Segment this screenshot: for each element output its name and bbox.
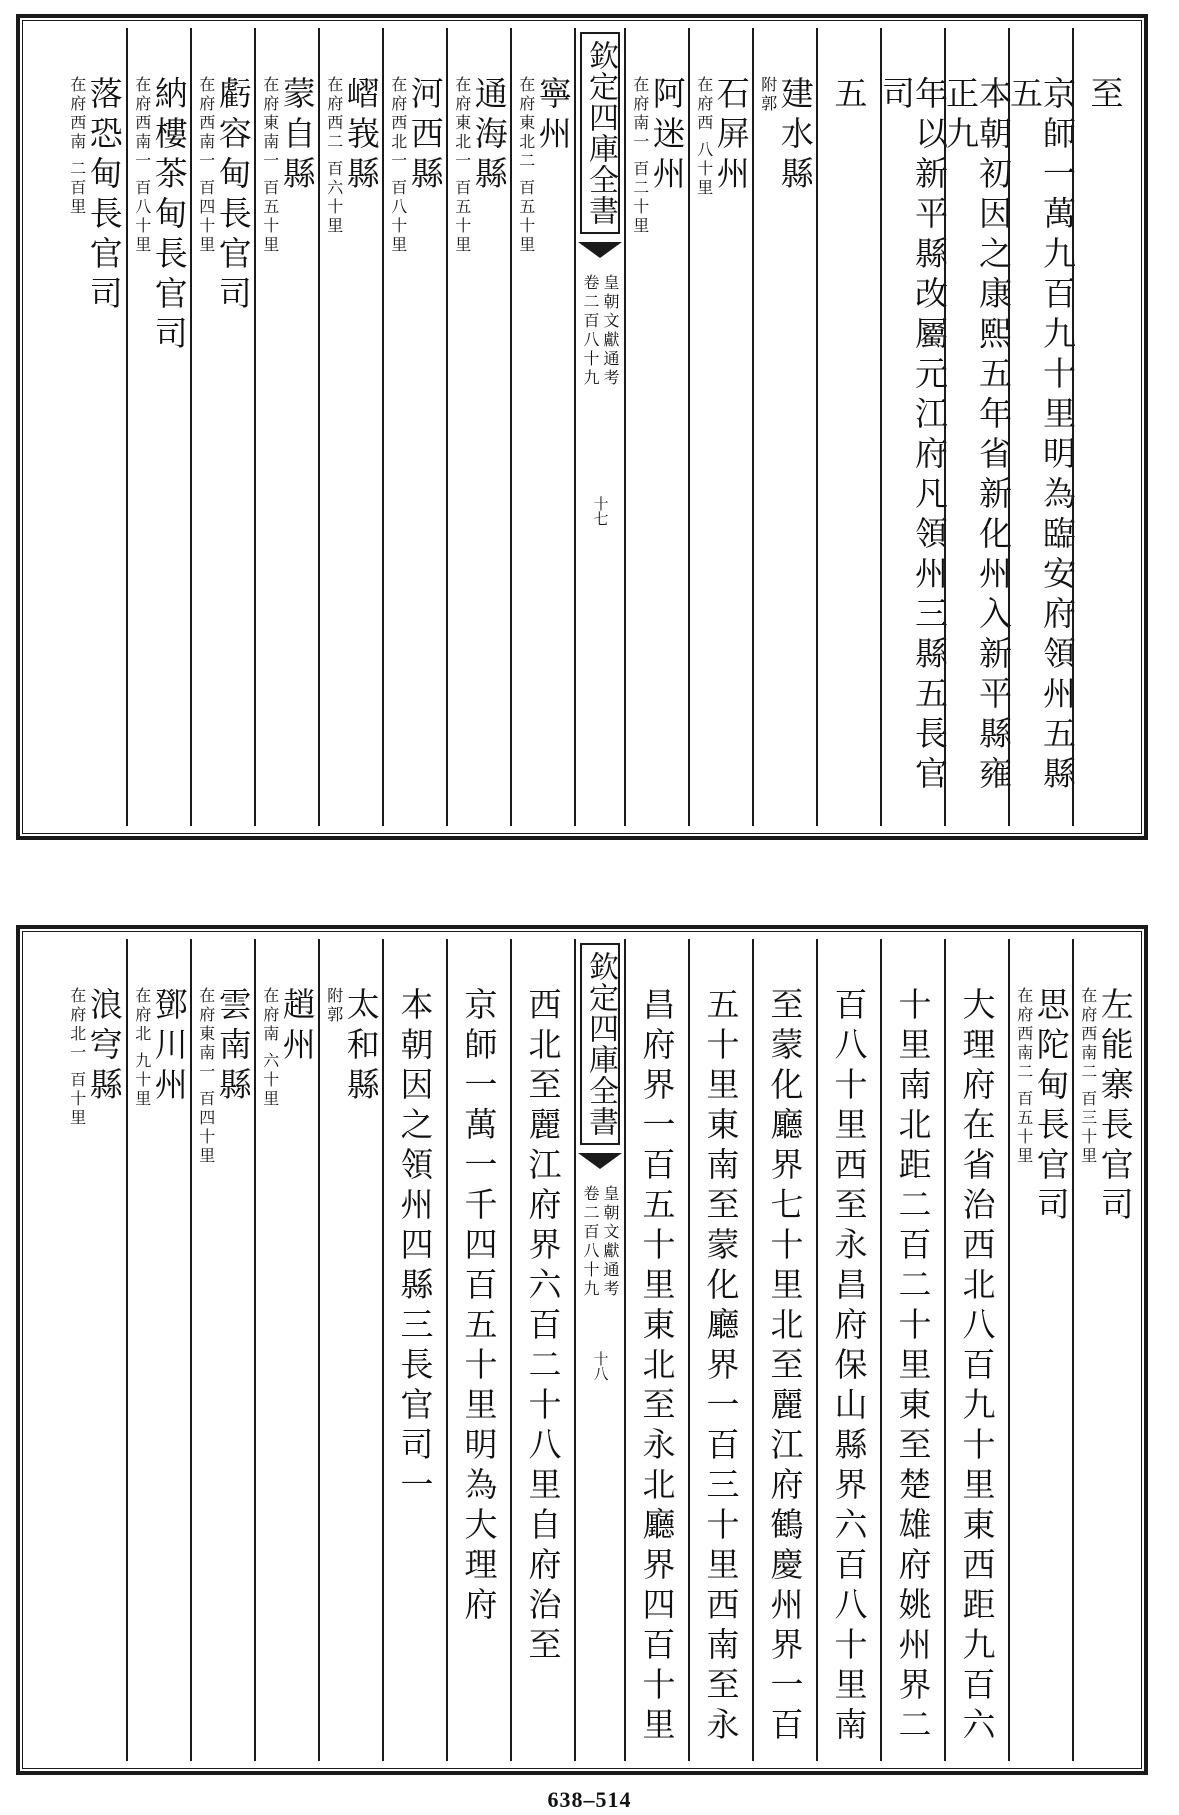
text-column xyxy=(510,939,574,1761)
book-title: 欽定四庫全書 xyxy=(580,943,620,1145)
leaf-number: 十八 xyxy=(591,1351,610,1381)
column-main-text: 河西縣 xyxy=(405,76,445,196)
column-main-text: 落恐甸長官司 xyxy=(84,76,124,316)
text-column xyxy=(880,939,944,1761)
text-column xyxy=(254,28,318,826)
fold-subtitle-work: 皇朝文獻通考 xyxy=(601,1185,620,1299)
column-main-text: 本朝初因之康熙五年省新化州入新平縣雍正九 xyxy=(941,76,1013,796)
text-column xyxy=(877,28,949,826)
fold-subtitle-volume: 卷二百八十九 xyxy=(581,1185,600,1299)
column-main-text: 本朝因之領州四縣三長官司一 xyxy=(395,987,435,1507)
text-column xyxy=(446,939,510,1761)
column-main-text: 虧容甸長官司 xyxy=(213,76,253,316)
fold-subtitle xyxy=(582,1185,618,1299)
text-column xyxy=(941,28,1013,826)
text-column xyxy=(382,28,446,826)
fishtail-mark xyxy=(578,242,622,258)
column-main-text: 浪穹縣 xyxy=(84,987,124,1107)
column-main-text: 左能寨長官司 xyxy=(1095,987,1135,1227)
text-column xyxy=(446,28,510,826)
column-annotation: 在府西二 百六十里 xyxy=(324,76,344,237)
bottom-page xyxy=(16,925,1148,1775)
text-column xyxy=(318,28,382,826)
column-annotation: 在府東南一 百五十里 xyxy=(260,76,280,256)
text-column xyxy=(816,28,880,826)
text-column xyxy=(624,939,688,1761)
column-annotation: 在府西南一 百四十里 xyxy=(196,76,216,256)
column-annotation: 在府西 八十里 xyxy=(694,76,714,199)
text-column xyxy=(62,939,126,1761)
fold-subtitle-volume: 卷二百八十九 xyxy=(581,274,600,388)
column-main-text: 雲南縣 xyxy=(213,987,253,1107)
text-column xyxy=(62,28,126,826)
text-column xyxy=(752,28,816,826)
text-column xyxy=(816,939,880,1761)
text-column xyxy=(944,939,1008,1761)
text-column xyxy=(190,939,254,1761)
top-page xyxy=(16,14,1148,840)
column-main-text: 趙州 xyxy=(277,987,317,1067)
column-annotation: 在府南一 百二十里 xyxy=(630,76,650,237)
column-annotation: 在府東北二 百五十里 xyxy=(516,76,536,256)
fishtail-mark xyxy=(578,1153,622,1169)
center-fold xyxy=(574,28,624,826)
column-main-text: 建水縣 xyxy=(775,76,815,196)
column-main-text: 十里南北距二百二十里東至楚雄府姚州界二 xyxy=(893,987,933,1747)
column-main-text: 嶍峩縣 xyxy=(341,76,381,196)
text-column xyxy=(1008,939,1072,1761)
center-fold xyxy=(574,939,624,1761)
text-column xyxy=(190,28,254,826)
column-annotation: 在府西南一 百八十里 xyxy=(132,76,152,256)
column-main-text: 大理府在省治西北八百九十里東西距九百六 xyxy=(957,987,997,1747)
column-main-text: 石屏州 xyxy=(711,76,751,196)
column-main-text: 蒙自縣 xyxy=(277,76,317,196)
column-annotation: 在府西北一 百八十里 xyxy=(388,76,408,256)
text-column xyxy=(126,28,190,826)
column-main-text: 納樓茶甸長官司 xyxy=(149,76,189,356)
column-annotation: 附郭 xyxy=(324,987,344,1025)
column-annotation: 在府東南一 百四十里 xyxy=(196,987,216,1167)
page-number-footer: 638–514 xyxy=(547,1787,632,1812)
column-main-text: 五十里東南至蒙化廳界一百三十里西南至永 xyxy=(701,987,741,1747)
column-annotation: 在府北 九十里 xyxy=(132,987,152,1110)
fold-subtitle xyxy=(582,274,618,388)
text-column xyxy=(318,939,382,1761)
column-main-text: 思陀甸長官司 xyxy=(1031,987,1071,1227)
text-column xyxy=(510,28,574,826)
text-column xyxy=(688,939,752,1761)
text-column xyxy=(254,939,318,1761)
column-annotation: 在府西南二 百三十里 xyxy=(1078,987,1098,1167)
column-annotation: 在府北一 百十里 xyxy=(67,987,87,1129)
text-column xyxy=(752,939,816,1761)
column-main-text: 西北至麗江府界六百二十八里自府治至 xyxy=(523,987,563,1667)
column-main-text: 阿迷州 xyxy=(647,76,687,196)
text-column xyxy=(126,939,190,1761)
text-column xyxy=(1005,28,1077,826)
column-main-text: 京師一萬九百九十里明為臨安府領州五縣五 xyxy=(1005,76,1077,796)
column-annotation: 附郭 xyxy=(758,76,778,114)
column-annotation: 在府東北一 百五十里 xyxy=(452,76,472,256)
column-main-text: 百八十里西至永昌府保山縣界六百八十里南 xyxy=(829,987,869,1747)
column-main-text: 寧州 xyxy=(533,76,573,156)
text-column xyxy=(1072,28,1136,826)
fold-subtitle-work: 皇朝文獻通考 xyxy=(601,274,620,388)
column-main-text: 五 xyxy=(829,76,869,116)
book-title: 欽定四庫全書 xyxy=(580,32,620,234)
text-column xyxy=(1072,939,1136,1761)
column-main-text: 太和縣 xyxy=(341,987,381,1107)
column-main-text: 至蒙化廳界七十里北至麗江府鶴慶州界一百 xyxy=(765,987,805,1747)
text-column xyxy=(624,28,688,826)
column-main-text: 通海縣 xyxy=(469,76,509,196)
text-column xyxy=(688,28,752,826)
column-main-text: 鄧川州 xyxy=(149,987,189,1107)
column-annotation: 在府西南二 百五十里 xyxy=(1014,987,1034,1167)
column-main-text: 京師一萬一千四百五十里明為大理府 xyxy=(459,987,499,1627)
column-annotation: 在府南 六十里 xyxy=(260,987,280,1110)
column-main-text: 年以新平縣改屬元江府凡領州三縣五長官司 xyxy=(877,76,949,796)
leaf-number: 十七 xyxy=(591,496,610,526)
column-main-text: 至 xyxy=(1085,76,1125,116)
text-column xyxy=(382,939,446,1761)
column-annotation: 在府西南 二百里 xyxy=(67,76,87,218)
column-main-text: 昌府界一百五十里東北至永北廳界四百十里 xyxy=(637,987,677,1747)
